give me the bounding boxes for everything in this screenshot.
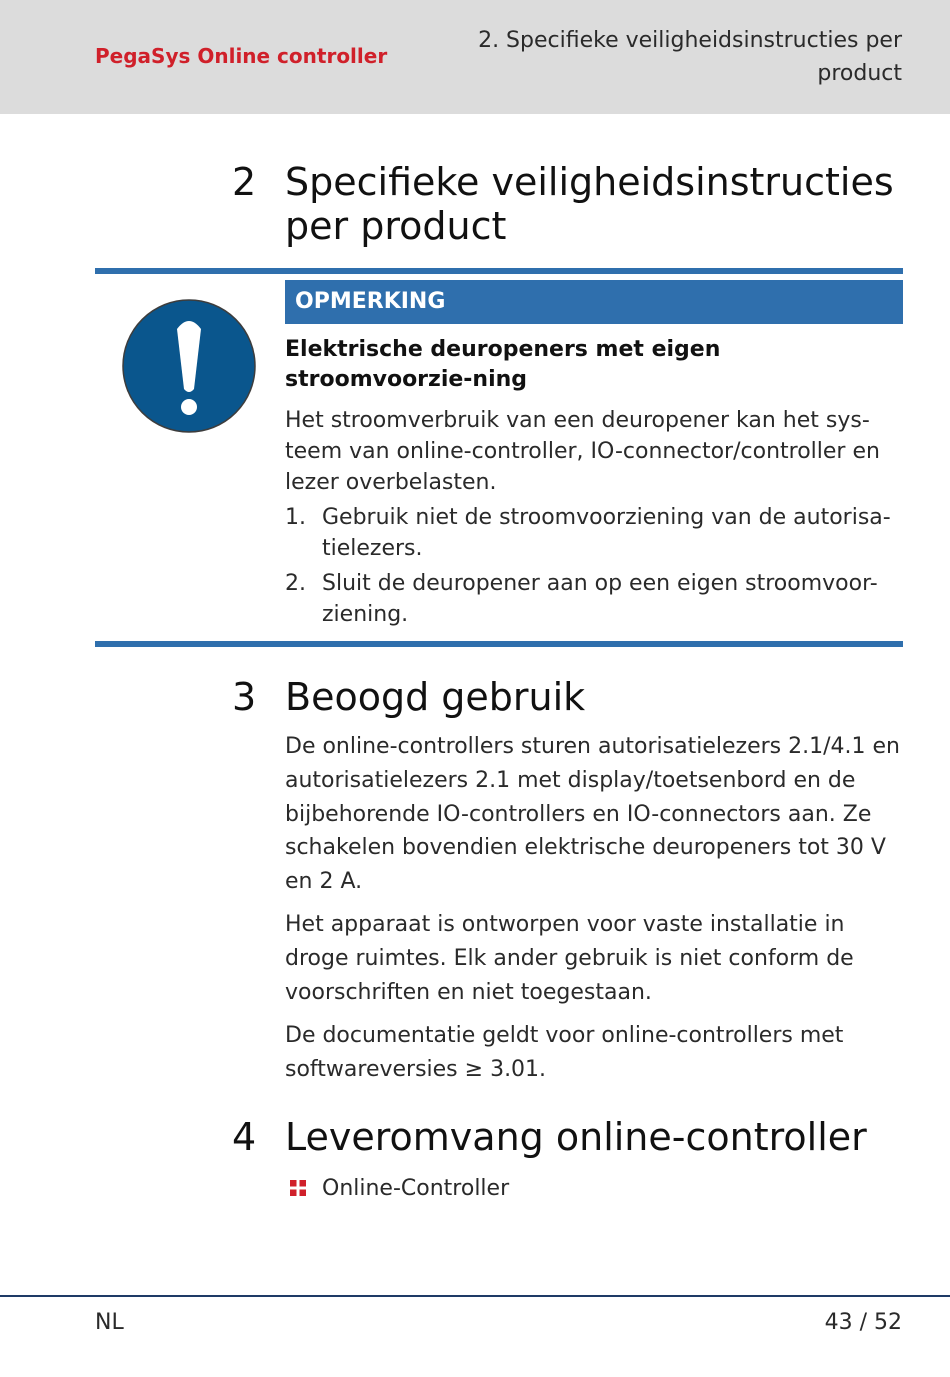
exclamation-icon [122,299,256,433]
notice-body: Het stroomverbruik van een deuropener kan het sys-teem van online-controller, IO-connector/controller en lezer overbelasten. [285,408,880,495]
notice-label: OPMERKING [285,280,903,324]
notice-step-text: Gebruik niet de stroomvoorziening van de autorisa-tielezers. [322,505,891,561]
page-number: 43 / 52 [824,1310,902,1335]
section-3-number: 3 [232,675,257,719]
footer-language: NL [95,1310,124,1335]
notice-top-rule [95,268,903,274]
paragraph: De documentatie geldt voor online-controllers met softwareversies ≥ 3.01. [285,1023,844,1082]
section-2-number: 2 [232,160,257,204]
notice-step-number: 1. [285,505,306,530]
footer-rule [0,1295,950,1297]
chapter-reference-line-1: 2. Specifieke veiligheidsinstructies per [478,28,902,53]
paragraph: De online-controllers sturen autorisatielezers 2.1/4.1 en autorisatielezers 2.1 met display/toetsenbord en de bijbehorende IO-controllers en IO-connectors aan. Ze schakelen bovendien elektrische deuropeners tot 30 V en 2 A. [285,734,900,895]
square-bullet-icon [290,1180,306,1196]
list-item-text: Online-Controller [322,1176,510,1201]
chapter-reference-line-2: product [817,61,902,86]
section-3-title: Beoogd gebruik [285,675,586,719]
section-4-title: Leveromvang online-controller [285,1115,867,1159]
notice-step-text: Sluit de deuropener aan op een eigen stroomvoor-ziening. [322,571,878,627]
brand-name: PegaSys Online controller [95,44,388,68]
notice-title: Elektrische deuropeners met eigen stroomvoorzie-ning [285,337,721,392]
section-4-number: 4 [232,1115,257,1159]
notice-step-number: 2. [285,571,306,596]
notice-bottom-rule [95,641,903,647]
chapter-reference [472,24,902,90]
section-2-title: Specifieke veiligheidsinstructies per product [285,160,894,248]
paragraph: Het apparaat is ontworpen voor vaste installatie in droge ruimtes. Elk ander gebruik is niet conform de voorschriften en niet toegestaan. [285,912,854,1005]
page-header [0,0,950,114]
